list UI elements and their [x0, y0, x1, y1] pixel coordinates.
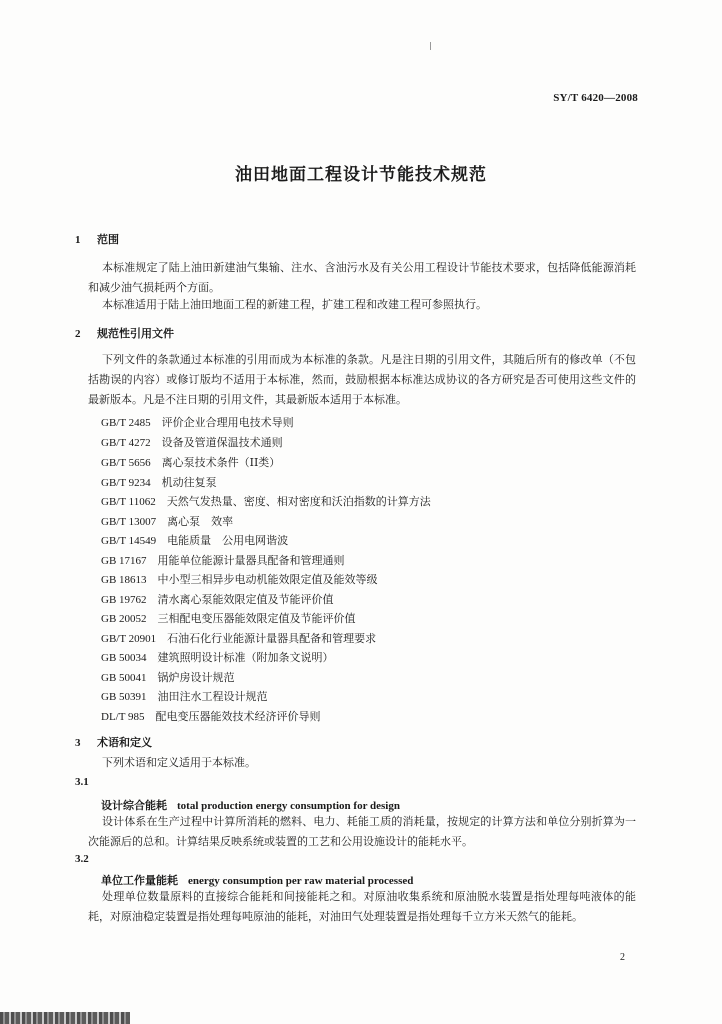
reference-title: 建筑照明设计标准（附加条文说明）	[157, 651, 334, 664]
term-name-cn: 设计综合能耗	[101, 799, 167, 812]
reference-item	[101, 610, 356, 626]
term-definition: 处理单位数量原料的直接综合能耗和间接能耗之和。对原油收集系统和原油脱水装置是指处理每吨液体的能耗，对原油稳定装置是指处理每吨原油的能耗，对油田气处理装置是指处理每千立方米天然气的能耗。	[88, 890, 636, 923]
reference-item	[101, 513, 233, 529]
term-name-en: energy consumption per raw material processed	[188, 875, 414, 887]
section-2-intro: 下列文件的条款通过本标准的引用而成为本标准的条款。凡是注日期的引用文件，其随后所有的修改单（不包括勘误的内容）或修订版均不适用于本标准，然而，鼓励根据本标准达成协议的各方研究是否可使用这些文件的最新版本。凡是不注日期的引用文件，其最新版本适用于本标准。	[88, 353, 636, 406]
section-title: 术语和定义	[97, 736, 152, 749]
reference-code: GB/T 2485	[101, 417, 151, 429]
reference-title: 配电变压器能效技术经济评价导则	[155, 710, 321, 723]
reference-item	[101, 669, 235, 685]
term-heading	[101, 872, 413, 888]
reference-code: GB/T 20901	[101, 633, 157, 645]
reference-title: 清水离心泵能效限定值及节能评价值	[157, 593, 334, 606]
scan-artifact	[0, 1012, 130, 1024]
reference-code: GB/T 11062	[101, 496, 156, 508]
reference-title: 三相配电变压器能效限定值及节能评价值	[157, 612, 356, 625]
term-definition: 设计体系在生产过程中计算所消耗的燃料、电力、耗能工质的消耗量，按规定的计算方法和单位分别折算为一次能源后的总和。计算结果反映系统或装置的工艺和公用设施设计的能耗水平。	[88, 815, 636, 848]
reference-title: 设备及管道保温技术通则	[161, 436, 283, 449]
reference-title: 离心泵技术条件（II类）	[161, 456, 281, 469]
reference-code: GB 18613	[101, 574, 147, 586]
term-number: 3.1	[75, 776, 89, 788]
term-name-en: total production energy consumption for design	[177, 800, 400, 812]
section-number: 2	[75, 328, 81, 340]
reference-item	[101, 649, 334, 665]
reference-title: 离心泵 效率	[167, 515, 234, 528]
reference-code: GB 50391	[101, 691, 147, 703]
reference-item	[101, 708, 321, 724]
reference-code: GB/T 4272	[101, 437, 151, 449]
reference-item	[101, 688, 268, 704]
reference-title: 天然气发热量、密度、相对密度和沃泊指数的计算方法	[166, 495, 431, 508]
term-name-cn: 单位工作量能耗	[101, 874, 178, 887]
section-title: 范围	[97, 233, 119, 246]
reference-item	[101, 454, 280, 470]
scan-mark	[430, 42, 431, 50]
section-1-paragraph-1: 本标准规定了陆上油田新建油气集输、注水、含油污水及有关公用工程设计节能技术要求，包括降低能源消耗和减少油气损耗两个方面。	[88, 261, 636, 294]
reference-code: GB/T 14549	[101, 535, 157, 547]
reference-item	[101, 571, 378, 587]
reference-title: 评价企业合理用电技术导则	[161, 416, 294, 429]
reference-item	[101, 552, 345, 568]
reference-title: 机动往复泵	[161, 476, 217, 489]
reference-code: GB 19762	[101, 594, 147, 606]
reference-item	[101, 414, 294, 430]
reference-title: 用能单位能源计量器具配备和管理通则	[157, 554, 345, 567]
reference-title: 电能质量 公用电网谐波	[167, 534, 289, 547]
reference-code: GB/T 13007	[101, 516, 157, 528]
term-heading	[101, 797, 400, 813]
reference-item	[101, 434, 283, 450]
term-number: 3.2	[75, 853, 89, 865]
reference-item	[101, 630, 376, 646]
section-3-intro: 下列术语和定义适用于本标准。	[102, 756, 256, 769]
section-number: 1	[75, 234, 81, 246]
reference-item	[101, 591, 334, 607]
reference-code: DL/T 985	[101, 711, 145, 723]
reference-item	[101, 474, 217, 490]
section-1-heading	[75, 231, 119, 247]
reference-code: GB 20052	[101, 613, 147, 625]
reference-title: 锅炉房设计规范	[157, 671, 235, 684]
page-number: 2	[620, 952, 625, 963]
section-title: 规范性引用文件	[97, 327, 174, 340]
reference-code: GB 50041	[101, 672, 147, 684]
reference-title: 油田注水工程设计规范	[157, 690, 268, 703]
document-title: 油田地面工程设计节能技术规范	[235, 165, 487, 185]
section-2-heading	[75, 325, 174, 341]
reference-code: GB 50034	[101, 652, 147, 664]
reference-title: 石油石化行业能源计量器具配备和管理要求	[167, 632, 377, 645]
reference-code: GB/T 9234	[101, 477, 151, 489]
reference-code: GB 17167	[101, 555, 147, 567]
reference-title: 中小型三相异步电动机能效限定值及能效等级	[157, 573, 378, 586]
reference-code: GB/T 5656	[101, 457, 151, 469]
reference-item	[101, 532, 288, 548]
section-number: 3	[75, 737, 81, 749]
section-3-heading	[75, 734, 152, 750]
standard-code: SY/T 6420—2008	[553, 92, 638, 104]
reference-item	[101, 493, 431, 509]
section-1-paragraph-2: 本标准适用于陆上油田地面工程的新建工程，扩建工程和改建工程可参照执行。	[102, 298, 487, 311]
